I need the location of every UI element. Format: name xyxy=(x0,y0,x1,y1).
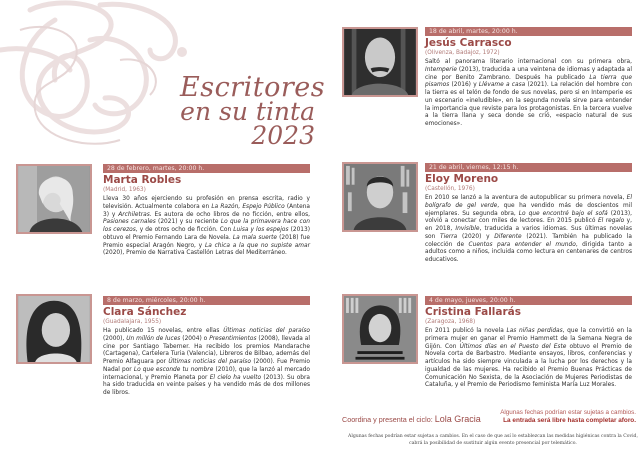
author-bio: En 2010 se lanzó a la aventura de autopublicar su primera novela, El bolígrafo de gel verde, que ha vendido más de doscientos mil ejemplares. Su segunda obra, Lo que encontré bajo el sofá (2013), volvió a conectar con miles de lectores. En 2015 publicó El regalo y, en 2018, Invisible, traducida a varios idiomas. Sus últimas novelas son Tierra (2020) y Diferente (2021). También ha publicado la colección de Cuentos para entender el mundo, dirigida tanto a adultos como a niños, incluida como lectura en centenares de centros educativos. xyxy=(425,195,633,263)
portrait-icon xyxy=(18,296,90,362)
author-photo xyxy=(342,162,418,232)
date-bar: 4 de mayo, jueves, 20:00 h. xyxy=(425,296,632,305)
author-origin: (Guadalajara, 1955) xyxy=(103,319,162,325)
author-bio: En 2011 publicó la novela Las niñas perdidas, que la convirtió en la primera mujer en ganar el Premio Hammett de la Semana Negra de Gijón. Con Últimos días en el Puesto del Este obtuvo el Premio de Novela corta de Barbastro. Mediante ensayos, libros, conferencias y artículos ha sido siempre vinculada a la lucha por los derechos y la igualdad de las mujeres. Ha recibido el Premio Buenas Prácticas de Comunicación No Sexista, de la Asociación de Mujeres Periodistas de Cataluña, y el Premio de Periodismo feminista María Luz Morales. xyxy=(425,328,632,389)
notice-free-entry: La entrada será libre hasta completar aforo. xyxy=(503,417,636,424)
author-bio: Ha publicado 15 novelas, entre ellas Últimas noticias del paraíso (2000), Un millón de luces (2004) o Presentimientos (2008), llevada al cine por Santiago Taberner. Ha recibido los premios Mandarache (Cartagena), Cartelera Turia (Valencia), Libreros de Bilbao, además del Premio Alfaguara por Últimas noticias del paraíso (2000). Fue Premio Nadal por Lo que esconde tu nombre (2010), que la lanzó al mercado internacional, y Premio Planeta por El cielo ha vuelto (2013). Su obra ha sido traducida en veinte países y ha vendido más de dos millones de libros. xyxy=(103,328,310,396)
session-info xyxy=(425,27,632,129)
author-photo xyxy=(16,164,92,234)
date-bar: 18 de abril, martes, 20:00 h. xyxy=(425,27,632,36)
author-name: Clara Sánchez xyxy=(103,306,187,318)
title-line-1: Escritores xyxy=(180,72,326,103)
title-line-3: 2023 xyxy=(251,121,315,150)
author-origin: (Zaragoza, 1968) xyxy=(425,319,476,325)
session-info xyxy=(103,296,310,398)
author-name: Jesús Carrasco xyxy=(425,37,512,49)
page-title xyxy=(180,72,326,150)
author-origin: (Castellón, 1976) xyxy=(425,186,475,192)
portrait-icon xyxy=(344,164,416,230)
portrait-icon xyxy=(344,296,416,362)
author-name: Marta Robles xyxy=(103,174,182,186)
session-info xyxy=(425,296,632,390)
date-bar: 28 de febrero, martes, 20:00 h. xyxy=(103,164,310,173)
author-photo xyxy=(342,27,418,97)
date-bar: 21 de abril, viernes, 12:15 h. xyxy=(425,163,632,172)
coordinator-label: Coordina y presenta el ciclo: xyxy=(342,415,435,424)
title-line-2: en su tinta xyxy=(180,97,315,126)
notice-dates: Algunas fechas podrían estar sujetas a cambios. xyxy=(500,409,636,416)
covid-disclaimer: Algunas fechas podrían estar sujetas a cambios. En el caso de que así lo establezcan las medidas higiénicas contra la Covid, cabrá la posibilidad de sustituir algún evento presencial por telemático. xyxy=(348,434,638,446)
author-photo xyxy=(342,294,418,364)
author-photo xyxy=(16,294,92,364)
coordinator-name: Lola Gracia xyxy=(434,414,481,424)
author-bio: Saltó al panorama literario internacional con su primera obra, Intemperie (2013), traducida a una veintena de idiomas y adaptada al cine por Benito Zambrano. Después ha publicado La tierra que pisamos (2016) y Llévame a casa (2021). La relación del hombre con la tierra es el telón de fondo de sus novelas, pero si en Intemperie es un escenario «ineludible», en la segunda novela sirve para entender la importancia que reviste para los protagonistas. En la tercera vuelve a la tierra llana y seca donde se crió, «espacio natural de sus emociones». xyxy=(425,59,632,127)
author-bio: Lleva 30 años ejerciendo su profesión en prensa escrita, radio y televisión. Actualmente colabora en La Razón, Espejo Público (Antena 3) y Archiletras. Es autora de ocho libros de no ficción, entre ellos, Pasiones carnales (2021) y su reciente Lo que la primavera hace con los cerezos, y de otros ocho de ficción. Con Luisa y los espejos (2013) obtuvo el Premio Fernando Lara de Novela. La mala suerte (2018) fue Premio especial Aragón Negro, y La chica a la que no supiste amar (2020), Premio de Narrativa Castellón Letras del Mediterráneo. xyxy=(103,196,311,257)
author-origin: (Madrid, 1963) xyxy=(103,187,146,193)
author-name: Eloy Moreno xyxy=(425,173,499,185)
author-name: Cristina Fallarás xyxy=(425,306,522,318)
event-notice xyxy=(432,409,636,425)
date-bar: 8 de marzo, miércoles, 20:00 h. xyxy=(103,296,310,305)
portrait-icon xyxy=(344,29,416,95)
author-origin: (Olivenza, Badajoz, 1972) xyxy=(425,50,500,56)
portrait-icon xyxy=(18,166,90,232)
session-info xyxy=(425,163,632,265)
session-info xyxy=(103,164,310,258)
